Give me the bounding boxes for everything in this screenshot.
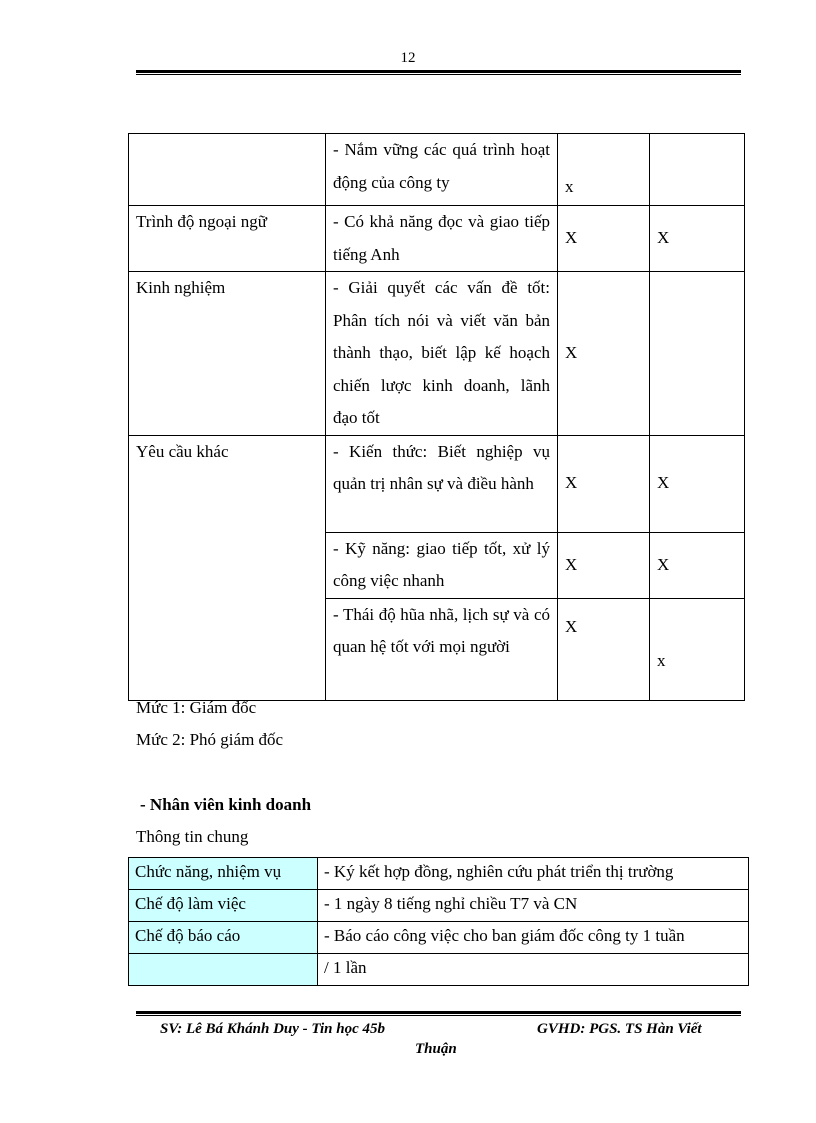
- info-label: [129, 954, 318, 986]
- description-cell: - Nắm vững các quá trình hoạt động của công ty: [326, 134, 558, 206]
- footer-advisor-continued: Thuận: [415, 1041, 457, 1057]
- description-cell: - Có khả năng đọc và giao tiếp tiếng Anh: [326, 206, 558, 272]
- description-cell: - Giải quyết các vấn đề tốt: Phân tích nói và viết văn bản thành thạo, biết lập kế hoạch chiến lược kinh doanh, lãnh đạo tốt: [326, 272, 558, 436]
- level1-cell: x: [558, 134, 650, 206]
- table-row: [129, 858, 749, 890]
- page-number: 12: [400, 50, 416, 66]
- section-title: - Nhân viên kinh doanh: [140, 795, 312, 814]
- table-row: [129, 134, 745, 206]
- table-row: [129, 272, 745, 436]
- level2-cell: [650, 272, 745, 436]
- level1-cell: X: [558, 206, 650, 272]
- table-row: [129, 532, 745, 598]
- footer-rule: [136, 1011, 741, 1016]
- table-row: [129, 598, 745, 700]
- footer-advisor: GVHD: PGS. TS Hàn Viết: [537, 1021, 702, 1037]
- info-label: Chức năng, nhiệm vụ: [129, 858, 318, 890]
- criterion-cell: [129, 134, 326, 206]
- info-value: - 1 ngày 8 tiếng nghỉ chiều T7 và CN: [318, 890, 749, 922]
- level1-cell: X: [558, 532, 650, 598]
- criterion-cell: Trình độ ngoại ngữ: [129, 206, 326, 272]
- level-note-2: Mức 2: Phó giám đốc: [136, 730, 284, 749]
- info-value: / 1 lần: [318, 954, 749, 986]
- general-info-table: [128, 857, 749, 986]
- table-row: [129, 206, 745, 272]
- level2-cell: X: [650, 435, 745, 532]
- info-label: Chế độ làm việc: [129, 890, 318, 922]
- table-row: [129, 890, 749, 922]
- level2-cell: [650, 134, 745, 206]
- criterion-cell: Yêu cầu khác: [129, 435, 326, 532]
- description-cell: - Kỹ năng: giao tiếp tốt, xử lý công việc nhanh: [326, 532, 558, 598]
- section-subtitle: Thông tin chung: [136, 827, 249, 846]
- footer-student: SV: Lê Bá Khánh Duy - Tin học 45b: [160, 1021, 386, 1037]
- description-cell: - Thái độ hũa nhã, lịch sự và có quan hệ tốt với mọi người: [326, 598, 558, 700]
- level1-cell: X: [558, 598, 650, 700]
- level2-cell: X: [650, 206, 745, 272]
- requirements-table: [128, 133, 745, 701]
- info-value: - Báo cáo công việc cho ban giám đốc công ty 1 tuần: [318, 922, 749, 954]
- header-rule: [136, 70, 741, 75]
- table-row: [129, 954, 749, 986]
- criterion-cell: Kinh nghiệm: [129, 272, 326, 436]
- criterion-cell: [129, 532, 326, 598]
- level2-cell: x: [650, 598, 745, 700]
- level1-cell: X: [558, 272, 650, 436]
- info-label: Chế độ báo cáo: [129, 922, 318, 954]
- info-value: - Ký kết hợp đồng, nghiên cứu phát triển thị trường: [318, 858, 749, 890]
- level1-cell: X: [558, 435, 650, 532]
- level-note-1: Mức 1: Giám đốc: [136, 698, 257, 717]
- level2-cell: X: [650, 532, 745, 598]
- criterion-cell: [129, 598, 326, 700]
- description-cell: - Kiến thức: Biết nghiệp vụ quản trị nhân sự và điều hành: [326, 435, 558, 532]
- table-row: [129, 922, 749, 954]
- table-row: [129, 435, 745, 532]
